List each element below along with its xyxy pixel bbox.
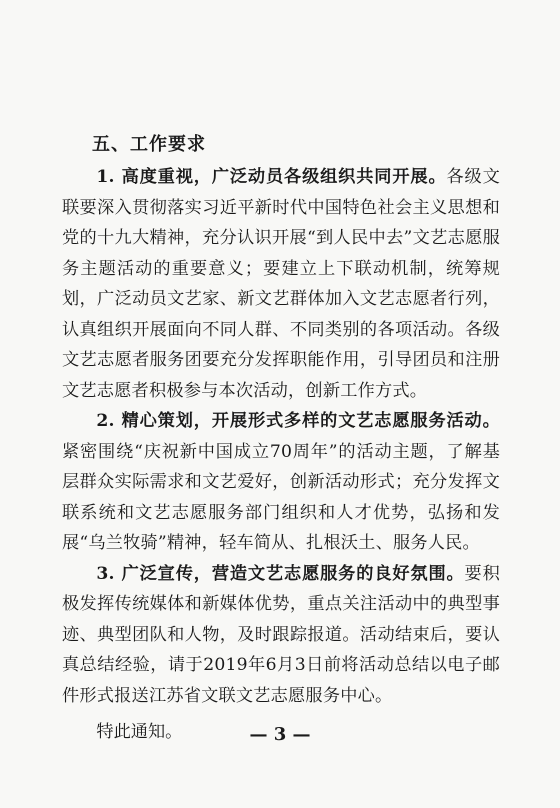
- paragraph-3-lead: 3. 广泛宣传，营造文艺志愿服务的良好氛围。: [96, 563, 465, 584]
- paragraph-2-body: 紧密围绕“庆祝新中国成立70周年”的活动主题，了解基层群众实际需求和文艺爱好，创新活动形式；充分发挥文联系统和文艺志愿服务部门组织和人才优势，弘扬和发展“乌兰牧骑”精神，轻车简从、扎根沃土、服务人民。: [62, 441, 500, 553]
- paragraph-1-lead: 1. 高度重视，广泛动员各级组织共同开展。: [96, 167, 447, 187]
- paragraph-2-lead: 2. 精心策划，开展形式多样的文艺志愿服务活动。: [96, 411, 500, 431]
- paragraph-2: [62, 406, 500, 559]
- page-number: — 3 —: [249, 724, 311, 745]
- section-heading: 五、工作要求: [92, 134, 206, 155]
- paragraph-3-body: 要积极发挥传统媒体和新媒体优势，重点关注活动中的典型事迹、典型团队和人物，及时跟踪报道。活动结束后，要认真总结经验，请于2019年6月3日前将活动总结以电子邮件形式报送江苏省文联文艺志愿服务中心。: [62, 563, 500, 706]
- closing-line: 特此通知。: [96, 722, 183, 742]
- document-body: [62, 128, 500, 748]
- paragraph-1: [62, 162, 500, 406]
- paragraph-1-body: 各级文联要深入贯彻落实习近平新时代中国特色社会主义思想和党的十九大精神，充分认识开展“到人民中去”文艺志愿服务主题活动的重要意义；要建立上下联动机制，统筹规划，广泛动员文艺家、新文艺群体加入文艺志愿者行列，认真组织开展面向不同人群、不同类别的各项活动。各级文艺志愿者服务团要充分发挥职能作用，引导团员和注册文艺志愿者积极参与本次活动，创新工作方式。: [62, 167, 500, 401]
- paragraph-3: [62, 559, 500, 712]
